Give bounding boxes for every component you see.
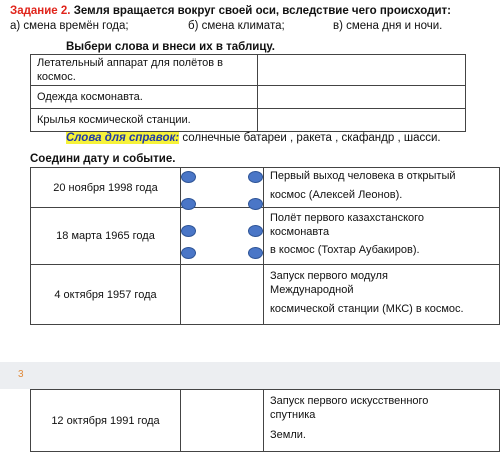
date-dot-4[interactable] [181, 247, 196, 259]
table-row [31, 109, 466, 132]
event-cell-1: Первый выход человека в открытый космос (Алексей Леонов). [264, 168, 500, 208]
page-break [0, 362, 500, 389]
task2-option-b: б) смена климата; [188, 20, 285, 32]
date-cell-3: 4 октября 1957 года [31, 265, 181, 325]
date-cell-4: 12 октября 1991 года [31, 390, 181, 452]
words-row-1-answer[interactable] [258, 55, 466, 86]
event-cell-4: Запуск первого искусственного спутника Земли. [264, 390, 500, 452]
date-dot-2[interactable] [181, 198, 196, 210]
event-dot-1[interactable] [248, 171, 263, 183]
table-row [31, 208, 500, 265]
event-dot-3[interactable] [248, 225, 263, 237]
words-row-3-label: Крылья космической станции. [31, 109, 258, 132]
task2-question: Земля вращается вокруг своей оси, вследствие чего происходит: [70, 5, 451, 17]
task2-option-c: в) смена дня и ночи. [333, 20, 443, 32]
table-row [31, 55, 466, 86]
match-table-continued [30, 389, 500, 452]
event-dot-2[interactable] [248, 198, 263, 210]
hint-label: Слова для справок: [66, 132, 180, 144]
table-row [31, 86, 466, 109]
task2-label: Задание 2. [10, 5, 71, 17]
event-cell-2: Полёт первого казахстанского космонавта в космос (Тохтар Аубакиров). [264, 208, 500, 265]
table-row [31, 168, 500, 208]
connector-cell [181, 390, 264, 452]
date-cell-2: 18 марта 1965 года [31, 208, 181, 265]
task2-option-a: а) смена времён года; [10, 20, 129, 32]
words-table [30, 54, 466, 132]
match-task-title: Соедини дату и событие. [30, 153, 176, 165]
words-row-1-label: Летательный аппарат для полётов в космос. [31, 55, 258, 86]
date-cell-1: 20 ноября 1998 года [31, 168, 181, 208]
hint-line [66, 131, 441, 145]
words-row-3-answer[interactable] [258, 109, 466, 132]
table-row [31, 265, 500, 325]
words-row-2-answer[interactable] [258, 86, 466, 109]
event-cell-3: Запуск первого модуля Международной космической станции (МКС) в космос. [264, 265, 500, 325]
date-dot-1[interactable] [181, 171, 196, 183]
words-row-2-label: Одежда космонавта. [31, 86, 258, 109]
connector-cell [181, 265, 264, 325]
task2-heading [10, 4, 451, 18]
hint-words: солнечные батареи , ракета , скафандр , шасси. [179, 132, 441, 144]
event-dot-4[interactable] [248, 247, 263, 259]
match-table [30, 167, 500, 325]
page-number: 3 [18, 369, 24, 380]
words-task-title: Выбери слова и внеси их в таблицу. [66, 41, 275, 53]
date-dot-3[interactable] [181, 225, 196, 237]
table-row [31, 390, 500, 452]
